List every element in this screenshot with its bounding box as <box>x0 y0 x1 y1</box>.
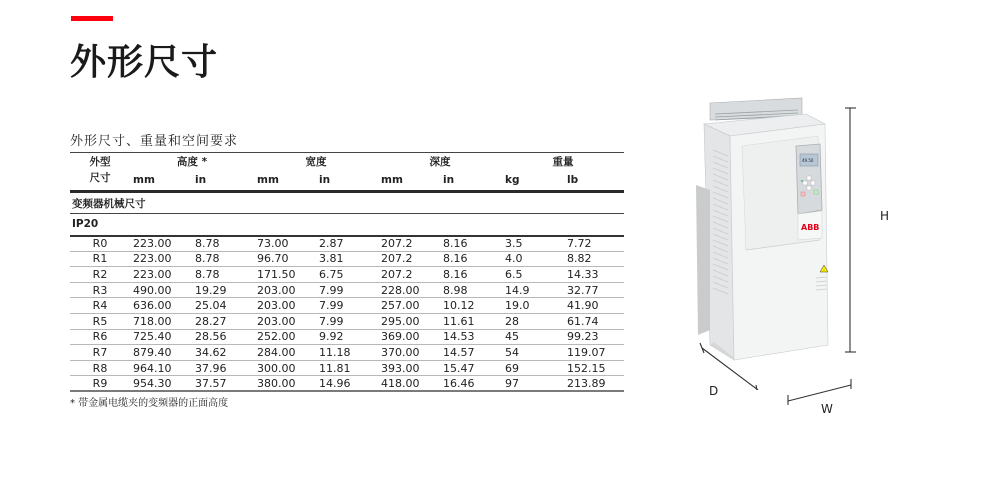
unit-header: kg <box>505 173 520 186</box>
cell-w-mm: 300.00 <box>254 360 316 376</box>
cell-w-mm: 96.70 <box>254 251 316 267</box>
cell-h-in: 34.62 <box>192 345 254 361</box>
cell-kg: 3.5 <box>502 236 564 252</box>
cell-d-mm: 257.00 <box>378 298 440 314</box>
cell-frame: R1 <box>70 251 130 267</box>
cell-w-in: 6.75 <box>316 267 378 283</box>
page-title: 外形尺寸 <box>70 42 219 83</box>
unit-header: mm <box>133 173 155 186</box>
unit-header: in <box>195 173 207 186</box>
cell-frame: R4 <box>70 298 130 314</box>
cell-d-mm: 393.00 <box>378 360 440 376</box>
cell-d-mm: 369.00 <box>378 329 440 345</box>
header-depth: 深度 <box>378 153 502 170</box>
unit-header: in <box>443 173 455 186</box>
cell-w-mm: 284.00 <box>254 345 316 361</box>
abb-logo: ABB <box>801 223 820 232</box>
depth-label: D <box>709 384 719 398</box>
protection-class: IP20 <box>70 214 624 236</box>
table-row <box>70 360 624 376</box>
header-height: 高度 * <box>130 153 254 170</box>
cell-w-in: 2.87 <box>316 236 378 252</box>
cell-d-mm: 418.00 <box>378 376 440 392</box>
section-caption: 外形尺寸、重量和空间要求 <box>70 134 239 149</box>
svg-text:49.50: 49.50 <box>802 158 814 163</box>
cell-d-in: 8.16 <box>440 267 502 283</box>
cell-frame: R3 <box>70 282 130 298</box>
cell-h-in: 19.29 <box>192 282 254 298</box>
cell-frame: R7 <box>70 345 130 361</box>
cell-w-in: 9.92 <box>316 329 378 345</box>
cell-h-mm: 223.00 <box>130 251 192 267</box>
cell-h-in: 37.96 <box>192 360 254 376</box>
cell-h-mm: 636.00 <box>130 298 192 314</box>
accent-bar <box>71 16 113 21</box>
cell-h-mm: 490.00 <box>130 282 192 298</box>
cell-frame: R2 <box>70 267 130 283</box>
cell-d-in: 10.12 <box>440 298 502 314</box>
table-row <box>70 251 624 267</box>
cell-d-in: 14.53 <box>440 329 502 345</box>
height-label: H <box>880 209 890 223</box>
drive-product-image <box>690 90 890 390</box>
table-footnote: * 带金属电缆夹的变频器的正面高度 <box>70 398 229 410</box>
cell-lb: 213.89 <box>564 376 624 392</box>
cell-w-mm: 203.00 <box>254 298 316 314</box>
cell-frame: R0 <box>70 236 130 252</box>
cell-frame: R6 <box>70 329 130 345</box>
cell-h-mm: 954.30 <box>130 376 192 392</box>
cell-w-in: 7.99 <box>316 313 378 329</box>
unit-header-row <box>70 170 624 192</box>
header-width: 宽度 <box>254 153 378 170</box>
cell-lb: 14.33 <box>564 267 624 283</box>
cell-w-in: 11.81 <box>316 360 378 376</box>
unit-header: mm <box>257 173 279 186</box>
cell-lb: 152.15 <box>564 360 624 376</box>
cell-lb: 41.90 <box>564 298 624 314</box>
table-row <box>70 329 624 345</box>
cell-h-in: 28.27 <box>192 313 254 329</box>
cell-h-mm: 718.00 <box>130 313 192 329</box>
table-row <box>70 298 624 314</box>
cell-w-in: 7.99 <box>316 282 378 298</box>
table-title-row <box>70 192 624 214</box>
cell-d-in: 14.57 <box>440 345 502 361</box>
cell-lb: 8.82 <box>564 251 624 267</box>
cell-d-mm: 207.2 <box>378 251 440 267</box>
cell-w-in: 7.99 <box>316 298 378 314</box>
dimensions-table <box>70 152 624 392</box>
cell-h-in: 25.04 <box>192 298 254 314</box>
cell-w-mm: 171.50 <box>254 267 316 283</box>
cell-d-mm: 228.00 <box>378 282 440 298</box>
width-dimension-line <box>780 375 860 405</box>
table-row <box>70 313 624 329</box>
cell-w-mm: 203.00 <box>254 282 316 298</box>
cell-d-in: 8.98 <box>440 282 502 298</box>
group-header-row <box>70 153 624 170</box>
cell-d-mm: 295.00 <box>378 313 440 329</box>
cell-h-mm: 879.40 <box>130 345 192 361</box>
cell-d-mm: 207.2 <box>378 267 440 283</box>
unit-header: in <box>319 173 331 186</box>
cell-frame: R5 <box>70 313 130 329</box>
cell-kg: 6.5 <box>502 267 564 283</box>
cell-w-mm: 380.00 <box>254 376 316 392</box>
cell-h-mm: 223.00 <box>130 267 192 283</box>
table-row <box>70 267 624 283</box>
table-row <box>70 376 624 392</box>
cell-w-mm: 73.00 <box>254 236 316 252</box>
cell-w-in: 11.18 <box>316 345 378 361</box>
table-row <box>70 282 624 298</box>
cell-d-in: 8.16 <box>440 236 502 252</box>
cell-lb: 61.74 <box>564 313 624 329</box>
unit-header: lb <box>567 173 579 186</box>
table-body <box>70 236 624 392</box>
cell-w-in: 3.81 <box>316 251 378 267</box>
cell-d-in: 8.16 <box>440 251 502 267</box>
cell-w-in: 14.96 <box>316 376 378 392</box>
cell-h-in: 28.56 <box>192 329 254 345</box>
control-panel-keypad <box>796 144 822 214</box>
width-label: W <box>821 402 833 416</box>
table-title: 变频器机械尺寸 <box>70 192 624 214</box>
unit-header: mm <box>381 173 403 186</box>
cell-h-mm: 964.10 <box>130 360 192 376</box>
table-row <box>70 236 624 252</box>
cell-kg: 28 <box>502 313 564 329</box>
table-row <box>70 345 624 361</box>
cell-kg: 45 <box>502 329 564 345</box>
protection-class-row <box>70 214 624 236</box>
cell-d-mm: 207.2 <box>378 236 440 252</box>
cell-h-in: 8.78 <box>192 236 254 252</box>
cell-lb: 99.23 <box>564 329 624 345</box>
cell-kg: 4.0 <box>502 251 564 267</box>
cell-kg: 97 <box>502 376 564 392</box>
cell-lb: 32.77 <box>564 282 624 298</box>
cell-lb: 7.72 <box>564 236 624 252</box>
cell-d-in: 11.61 <box>440 313 502 329</box>
header-weight: 重量 <box>502 153 624 170</box>
cell-d-in: 15.47 <box>440 360 502 376</box>
cell-h-in: 37.57 <box>192 376 254 392</box>
cell-d-in: 16.46 <box>440 376 502 392</box>
cell-kg: 14.9 <box>502 282 564 298</box>
cell-h-mm: 223.00 <box>130 236 192 252</box>
cell-kg: 54 <box>502 345 564 361</box>
cell-kg: 19.0 <box>502 298 564 314</box>
cell-kg: 69 <box>502 360 564 376</box>
cell-frame: R9 <box>70 376 130 392</box>
header-frame-size: 外型 <box>70 153 130 170</box>
cell-w-mm: 203.00 <box>254 313 316 329</box>
height-dimension-line <box>845 108 856 352</box>
cell-h-in: 8.78 <box>192 251 254 267</box>
cell-frame: R8 <box>70 360 130 376</box>
header-frame-size-line2: 尺寸 <box>89 171 111 184</box>
cell-d-mm: 370.00 <box>378 345 440 361</box>
dimensions-table-container <box>70 152 624 409</box>
cell-w-mm: 252.00 <box>254 329 316 345</box>
cell-lb: 119.07 <box>564 345 624 361</box>
cell-h-mm: 725.40 <box>130 329 192 345</box>
cell-h-in: 8.78 <box>192 267 254 283</box>
